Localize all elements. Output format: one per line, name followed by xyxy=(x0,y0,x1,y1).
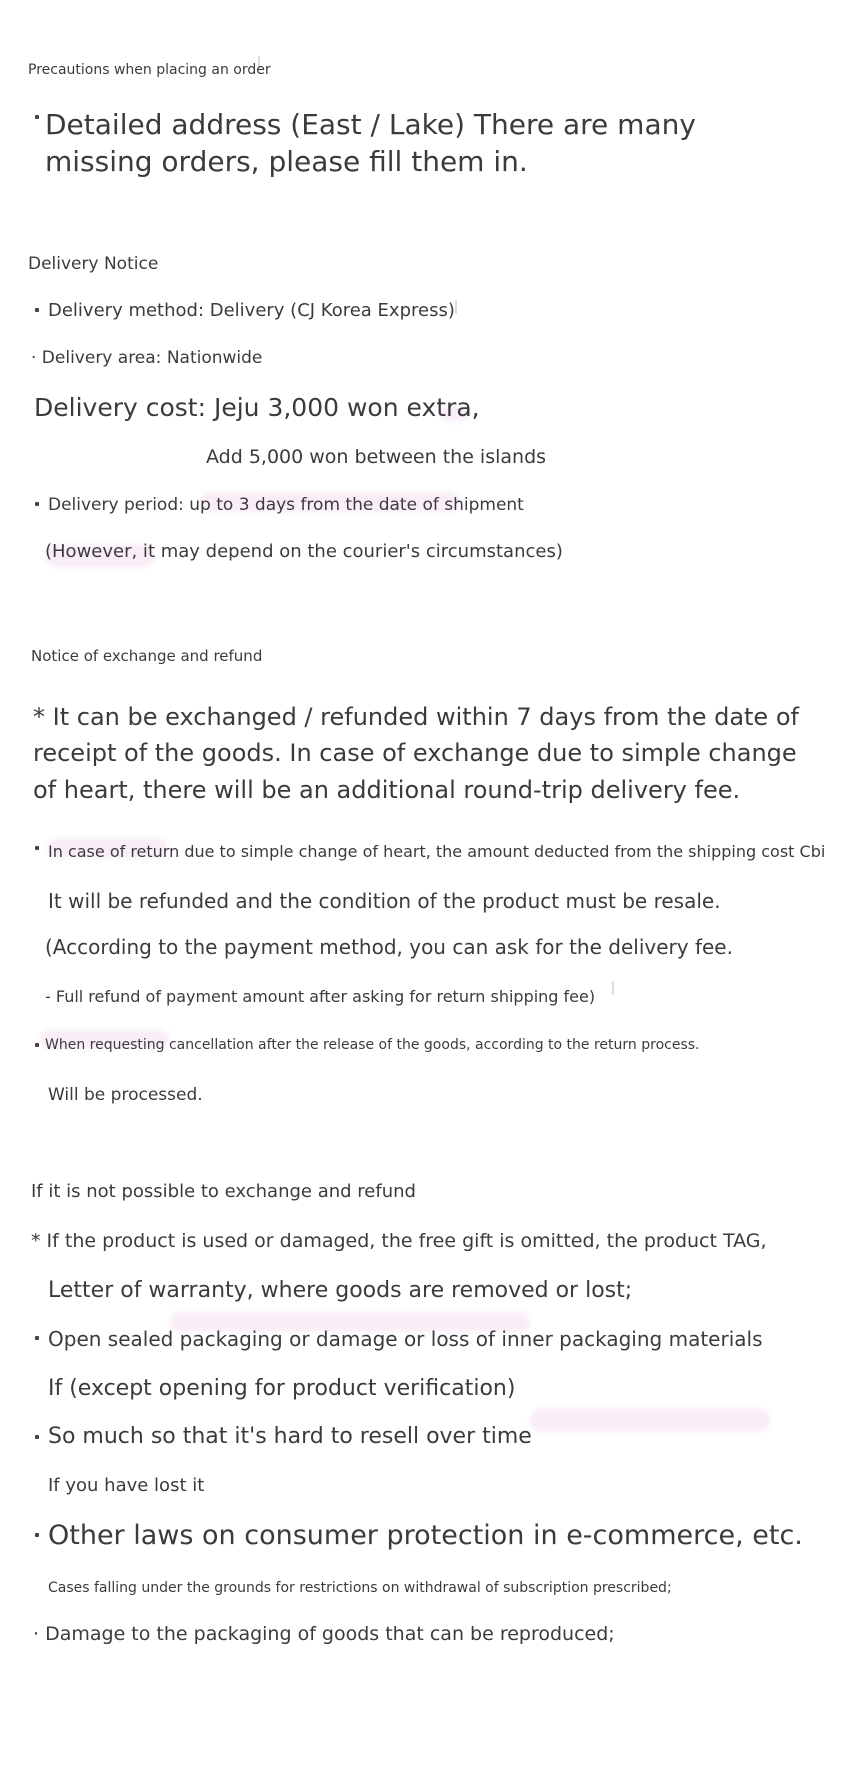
restriction-item-2b: If (except opening for product verification) xyxy=(48,1376,516,1401)
pen-mark xyxy=(612,981,614,995)
cancel-line-1: When requesting cancellation after the release of the goods, according to the return process. xyxy=(45,1037,700,1053)
exchange-intro-3: of heart, there will be an additional round-trip delivery fee. xyxy=(33,776,741,804)
delivery-islands: Add 5,000 won between the islands xyxy=(206,446,547,468)
precautions-heading: Precautions when placing an order xyxy=(28,62,271,78)
restriction-item-1a: * If the product is used or damaged, the free gift is omitted, the product TAG, xyxy=(31,1230,767,1252)
bullet-dot xyxy=(35,1043,39,1047)
exchange-intro-1: * It can be exchanged / refunded within 7 days from the date of xyxy=(33,703,799,731)
delivery-cost: Delivery cost: Jeju 3,000 won extra, xyxy=(34,393,480,422)
return-line-1: In case of return due to simple change of heart, the amount deducted from the shipping cost Cbi xyxy=(48,842,826,861)
restriction-item-1b: Letter of warranty, where goods are removed or lost; xyxy=(48,1278,633,1303)
bullet-dot xyxy=(35,846,39,850)
restriction-item-5: · Damage to the packaging of goods that can be reproduced; xyxy=(33,1623,615,1645)
delivery-heading: Delivery Notice xyxy=(28,254,159,274)
pen-mark xyxy=(455,300,457,314)
delivery-method: Delivery method: Delivery (CJ Korea Express) xyxy=(48,300,455,321)
bullet-dot xyxy=(35,308,39,312)
bullet-dot xyxy=(35,115,39,119)
precautions-line-2: missing orders, please fill them in. xyxy=(45,145,528,178)
bullet-dot xyxy=(35,1336,39,1340)
return-line-4: - Full refund of payment amount after asking for return shipping fee) xyxy=(45,987,596,1006)
return-line-3: (According to the payment method, you can ask for the delivery fee. xyxy=(45,935,733,959)
restriction-item-3b: If you have lost it xyxy=(48,1475,205,1496)
bullet-dot xyxy=(35,1533,39,1537)
cancel-line-2: Will be processed. xyxy=(48,1085,203,1105)
restrictions-heading: If it is not possible to exchange and refund xyxy=(31,1181,416,1202)
restriction-item-2a: Open sealed packaging or damage or loss of inner packaging materials xyxy=(48,1327,763,1351)
restriction-item-4b: Cases falling under the grounds for restrictions on withdrawal of subscription prescribed; xyxy=(48,1580,672,1596)
restriction-item-4a: Other laws on consumer protection in e-commerce, etc. xyxy=(48,1520,803,1551)
exchange-heading: Notice of exchange and refund xyxy=(31,647,263,665)
delivery-period-note: (However, it may depend on the courier's circumstances) xyxy=(45,541,563,562)
delivery-area: · Delivery area: Nationwide xyxy=(31,348,263,368)
bullet-dot xyxy=(35,1435,39,1439)
bullet-dot xyxy=(35,502,39,506)
exchange-intro-2: receipt of the goods. In case of exchange due to simple change xyxy=(33,739,797,767)
return-line-2: It will be refunded and the condition of the product must be resale. xyxy=(48,889,721,913)
restriction-item-3a: So much so that it's hard to resell over time xyxy=(48,1424,532,1449)
highlight-smear xyxy=(530,1408,770,1432)
delivery-period: Delivery period: up to 3 days from the date of shipment xyxy=(48,495,524,515)
precautions-line-1: Detailed address (East / Lake) There are many xyxy=(45,108,696,141)
